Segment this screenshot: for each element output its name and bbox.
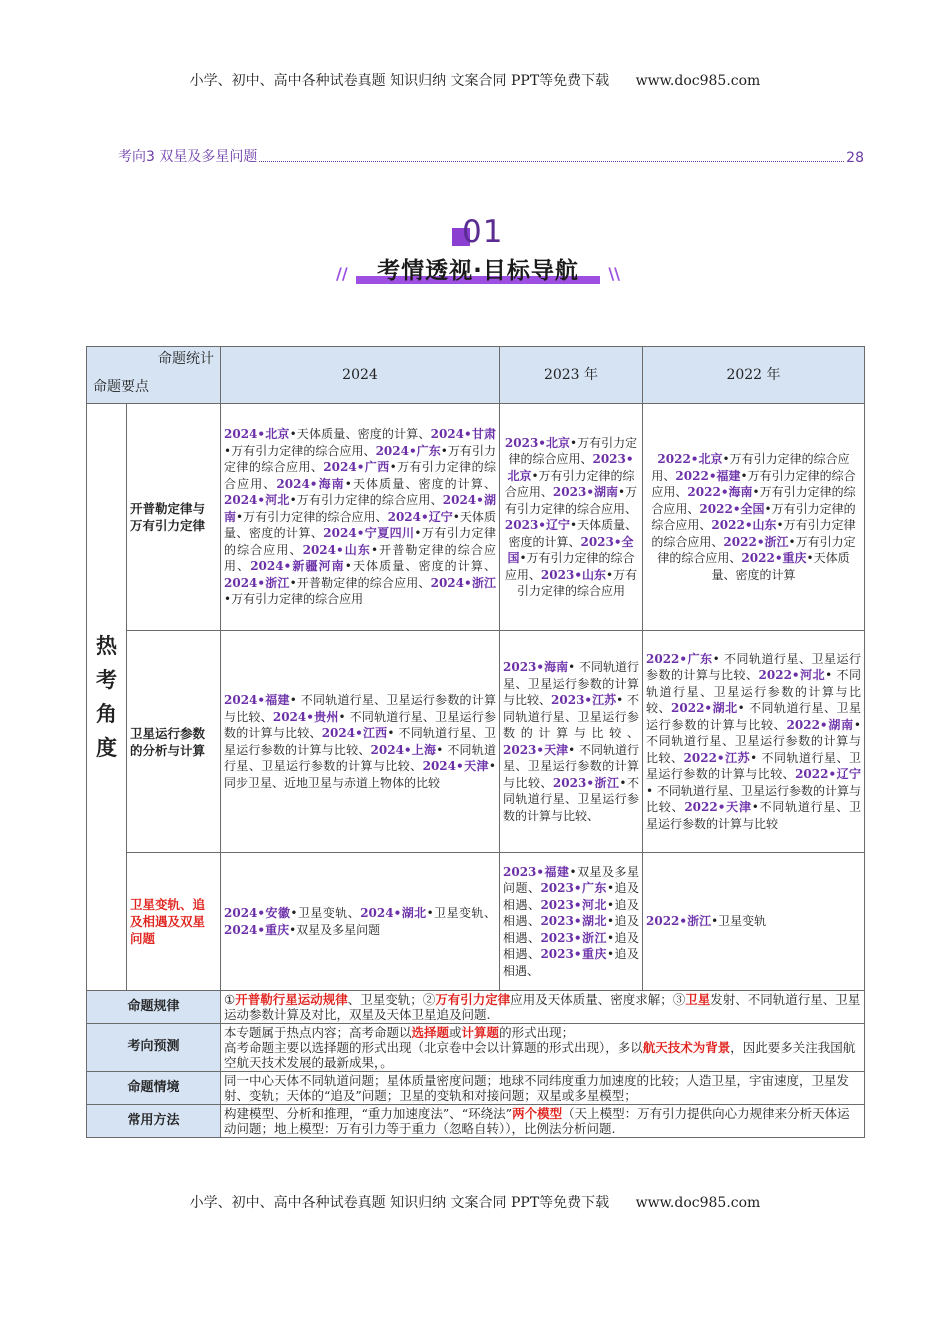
exam-source: 2024•江西 (321, 726, 388, 740)
exam-source: 2022•湖南 (786, 717, 854, 732)
topic-text: • 不同轨道行星、卫星运行参数的计算与比较、 (224, 693, 496, 724)
cell-2022 (643, 404, 865, 631)
method-text: 构建模型、分析和推理，“重力加速度法”、“环绕法”两个模型（天上模型：万有引力提供向心力规律来分析天体运动问题；地上模型：万有引力等于重力（忽略自转）），比例法分析问题. (221, 1105, 865, 1138)
exam-source: 2024•海南 (276, 476, 345, 491)
cell-2022 (643, 631, 865, 853)
topic-text: •天体质量、密度的计算、 (344, 476, 496, 491)
exam-source: 2022•浙江 (723, 534, 789, 549)
table-row (87, 631, 865, 853)
exam-source: 2024•广西 (323, 460, 390, 475)
page-header (0, 70, 950, 90)
key-point: 卫星变轨、追及相遇及双星问题 (127, 853, 221, 991)
key-point: 开普勒定律与万有引力定律 (127, 404, 221, 631)
section-title: 考情透视·目标导航 (377, 258, 579, 284)
exam-source: 2023•湖南 (552, 485, 618, 499)
exam-source: 2023•海南 (503, 660, 569, 674)
exam-source: 2024•福建 (224, 693, 290, 707)
topic-text: •同步卫星、近地卫星与赤道上物体的比较 (224, 759, 496, 790)
toc-page: 28 (846, 150, 864, 166)
exam-source: 2023•福建 (503, 864, 570, 879)
forecast-text: 本专题属于热点内容；高考命题以选择题或计算题的形式出现； 高考命题主要以选择题的形式出现（北京卷中会以计算题的形式出现），多以航天技术为背景，因此要多关注我国航空航天技术发展的最新成果，。 (221, 1024, 865, 1072)
topic-text: •万有引力定律的综合应用、 (224, 460, 496, 491)
table-row (87, 1072, 865, 1105)
section-number (452, 214, 512, 250)
row-group-label: 热 考 角 度 (87, 404, 127, 991)
exam-source: 2024•浙江 (430, 575, 496, 590)
topic-text: •追及相遇、 (503, 930, 639, 962)
topic-text: •万有引力定律的综合应用、 (224, 526, 496, 557)
exam-source: 2024•广东 (375, 443, 441, 458)
topic-text: •天体质量、密度的计算、 (289, 427, 431, 442)
exam-source: 2024•贵州 (272, 709, 339, 724)
topic-text: •万有引力定律的综合应用、 (504, 551, 635, 582)
exam-source: 2022•江苏 (683, 750, 751, 765)
exam-source: 2024•湖北 (360, 906, 427, 920)
topic-text: •万有引力定律的综合应用、 (651, 518, 856, 549)
topic-text: •天体质量、密度的计算、 (508, 518, 638, 549)
toc-entry[interactable] (118, 146, 864, 166)
topic-text: •万有引力定律的综合应用、 (651, 468, 856, 499)
exam-source: 2023•湖北 (540, 914, 607, 929)
exam-source: 2024•上海 (370, 742, 437, 757)
header-site: www.doc985.com (635, 73, 761, 89)
exam-source: 2024•浙江 (224, 575, 290, 590)
topic-text: • 不同轨道行星、卫星运行参数的计算与比较、 (224, 726, 496, 757)
topic-text: •万有引力定律的综合应用、 (657, 534, 856, 565)
corner-cell (87, 347, 221, 404)
exam-source: 2022•广东 (646, 651, 713, 666)
slash-right-icon: \\ (608, 264, 620, 283)
topic-text: •不同轨道行星、卫星运行参数的计算与比较 (646, 800, 861, 831)
exam-source: 2024•安徽 (224, 906, 291, 920)
exam-source: 2023•辽宁 (504, 518, 570, 532)
exam-source: 2024•河北 (224, 493, 290, 508)
topic-text: •万有引力定律的综合应用、 (224, 443, 376, 458)
slash-left-icon: // (336, 264, 348, 283)
exam-source: 2023•浙江 (552, 775, 620, 790)
topic-text: •开普勒定律的综合应用、 (224, 542, 496, 574)
exam-source: 2022•北京 (657, 452, 723, 466)
exam-analysis-table (86, 346, 865, 1138)
exam-source: 2023•浙江 (540, 930, 607, 945)
topic-text: •卫星变轨、 (290, 906, 361, 920)
cell-2024 (221, 853, 500, 991)
exam-source: 2023•河北 (540, 897, 607, 912)
topic-text: • 不同轨道行星、卫星运行参数的计算与比较、 (646, 651, 861, 683)
topic-text: •天体质量、密度的计算、 (344, 559, 496, 574)
topic-text: •双星及多星问题、 (503, 864, 639, 896)
footer-slogan: 小学、初中、高中各种试卷真题 知识归纳 文案合同 PPT等免费下载 (189, 1195, 610, 1211)
cell-2023 (500, 631, 643, 853)
toc-leader (259, 161, 844, 162)
exam-source: 2023•全国 (507, 534, 634, 565)
exam-source: 2024•新疆河南 (250, 559, 345, 574)
table-row (87, 404, 865, 631)
exam-source: 2024•山东 (302, 542, 371, 557)
exam-source: 2022•湖北 (671, 701, 738, 716)
exam-source: 2023•广东 (540, 881, 607, 896)
exam-source: 2022•山东 (711, 518, 777, 532)
header-slogan: 小学、初中、高中各种试卷真题 知识归纳 文案合同 PPT等免费下载 (189, 73, 610, 89)
exam-source: 2023•北京 (504, 435, 570, 450)
topic-text: •万有引力定律的综合应用、 (651, 501, 856, 532)
exam-source: 2022•海南 (687, 485, 753, 499)
exam-source: 2024•宁夏四川 (323, 526, 415, 541)
exam-source: 2022•河北 (758, 668, 826, 683)
topic-text: •万有引力定律的综合应用、 (651, 485, 856, 516)
exam-source: 2022•全国 (699, 501, 765, 516)
section-number-text: 01 (462, 214, 504, 250)
topic-text: • 不同轨道行星、卫星运行参数的计算与比较、 (646, 717, 861, 765)
exam-source: 2022•福建 (675, 468, 741, 483)
topic-text: • 不同轨道行星、卫星运行参数的计算与比较、 (646, 668, 861, 716)
exam-source: 2023•山东 (540, 567, 606, 582)
footer-site: www.doc985.com (635, 1195, 761, 1211)
key-point: 卫星运行参数的分析与计算 (127, 631, 221, 853)
rule-label: 命题规律 (87, 991, 221, 1024)
topic-text: •追及相遇、 (503, 914, 639, 945)
topic-text: •万有引力定律的综合应用 (516, 567, 638, 598)
topic-text: • 不同轨道行星、卫星运行参数的计算与比较、 (646, 750, 861, 782)
exam-source: 2022•天津 (684, 800, 752, 815)
col-header-2022: 2022 年 (643, 347, 865, 404)
table-row (87, 1105, 865, 1138)
corner-bottom-label: 命题要点 (93, 378, 149, 395)
exam-source: 2023•北京 (507, 452, 634, 483)
topic-text: •天体质量、密度的计算、 (224, 509, 496, 541)
col-header-2023: 2023 年 (500, 347, 643, 404)
topic-text: •万有引力定律的综合应用、 (508, 435, 638, 466)
topic-text: •卫星变轨、 (426, 906, 496, 920)
cell-2024 (221, 404, 500, 631)
cell-2023 (500, 853, 643, 991)
topic-text: • 不同轨道行星、卫星运行参数的计算与比较、 (503, 660, 639, 707)
exam-source: 2024•湖南 (224, 493, 496, 524)
topic-text: •卫星变轨 (711, 914, 767, 929)
exam-source: 2024•天津 (422, 759, 489, 773)
topic-text: •不同轨道行星、卫星运行参数的计算与比较、 (503, 775, 639, 823)
col-header-2024: 2024 (221, 347, 500, 404)
exam-source: 2023•重庆 (540, 947, 607, 962)
topic-text: •万有引力定律的综合应用 (224, 592, 364, 607)
rule-text: ①开普勒行星运动规律、卫星变轨；②万有引力定律应用及天体质量、密度求解；③卫星发射、不同轨道行星、卫星运动参数计算及对比，双星及天体卫星追及问题. (221, 991, 865, 1024)
topic-text: • 不同轨道行星、卫星运行参数的计算与比较、 (503, 742, 639, 790)
cell-2023 (500, 404, 643, 631)
exam-source: 2024•重庆 (224, 922, 290, 937)
topic-text: • 不同轨道行星、卫星运行参数的计算与比较、 (646, 701, 861, 732)
forecast-label: 考向预测 (87, 1024, 221, 1072)
corner-top-label: 命题统计 (158, 351, 214, 367)
exam-source: 2023•天津 (503, 742, 569, 757)
exam-source: 2022•浙江 (646, 914, 712, 929)
toc-label: 考向3 双星及多星问题 (118, 149, 258, 165)
topic-text: •万有引力定律的综合应用、 (224, 443, 496, 475)
topic-text: • 不同轨道行星、卫星运行参数的计算与比较、 (224, 709, 496, 740)
exam-source: 2024•北京 (224, 427, 290, 442)
topic-text: •双星及多星问题 (289, 922, 381, 937)
table-row (87, 853, 865, 991)
topic-text: •追及相遇、 (503, 881, 639, 912)
context-label: 命题情境 (87, 1072, 221, 1105)
topic-text: • 不同轨道行星、卫星运行参数的计算与比较、 (503, 693, 639, 740)
topic-text: • 不同轨道行星、卫星运行参数的计算与比较、 (224, 742, 496, 773)
topic-text: •追及相遇、 (503, 897, 639, 929)
page-footer (0, 1192, 950, 1212)
topic-text: •天体质量、密度的计算 (711, 551, 850, 582)
exam-source: 2023•江苏 (551, 693, 617, 707)
topic-text: • 不同轨道行星、卫星运行参数的计算与比较、 (646, 783, 861, 815)
cell-2022 (643, 853, 865, 991)
topic-text: •万有引力定律的综合应用、 (504, 485, 638, 516)
topic-text: •开普勒定律的综合应用、 (289, 575, 431, 590)
table-row (87, 991, 865, 1024)
topic-text: •万有引力定律的综合应用、 (289, 493, 443, 508)
topic-text: •万有引力定律的综合应用、 (651, 452, 850, 483)
method-label: 常用方法 (87, 1105, 221, 1138)
table-row (87, 1024, 865, 1072)
topic-text: •追及相遇、 (503, 947, 639, 978)
context-text: 同一中心天体不同轨道问题；星体质量密度问题；地球不同纬度重力加速度的比较；人造卫星，宇宙速度，卫星发射、变轨；天体的“追及”问题；卫星的变轨和对接问题；双星或多星模型； (221, 1072, 865, 1105)
section-banner (336, 252, 620, 288)
exam-source: 2024•甘肃 (430, 427, 496, 442)
topic-text: •万有引力定律的综合应用、 (236, 509, 388, 524)
topic-text: •万有引力定律的综合应用、 (504, 468, 635, 499)
cell-2024 (221, 631, 500, 853)
exam-source: 2024•辽宁 (387, 509, 453, 524)
table-header-row (87, 347, 865, 404)
exam-source: 2022•重庆 (741, 551, 807, 565)
exam-source: 2022•辽宁 (795, 767, 861, 782)
